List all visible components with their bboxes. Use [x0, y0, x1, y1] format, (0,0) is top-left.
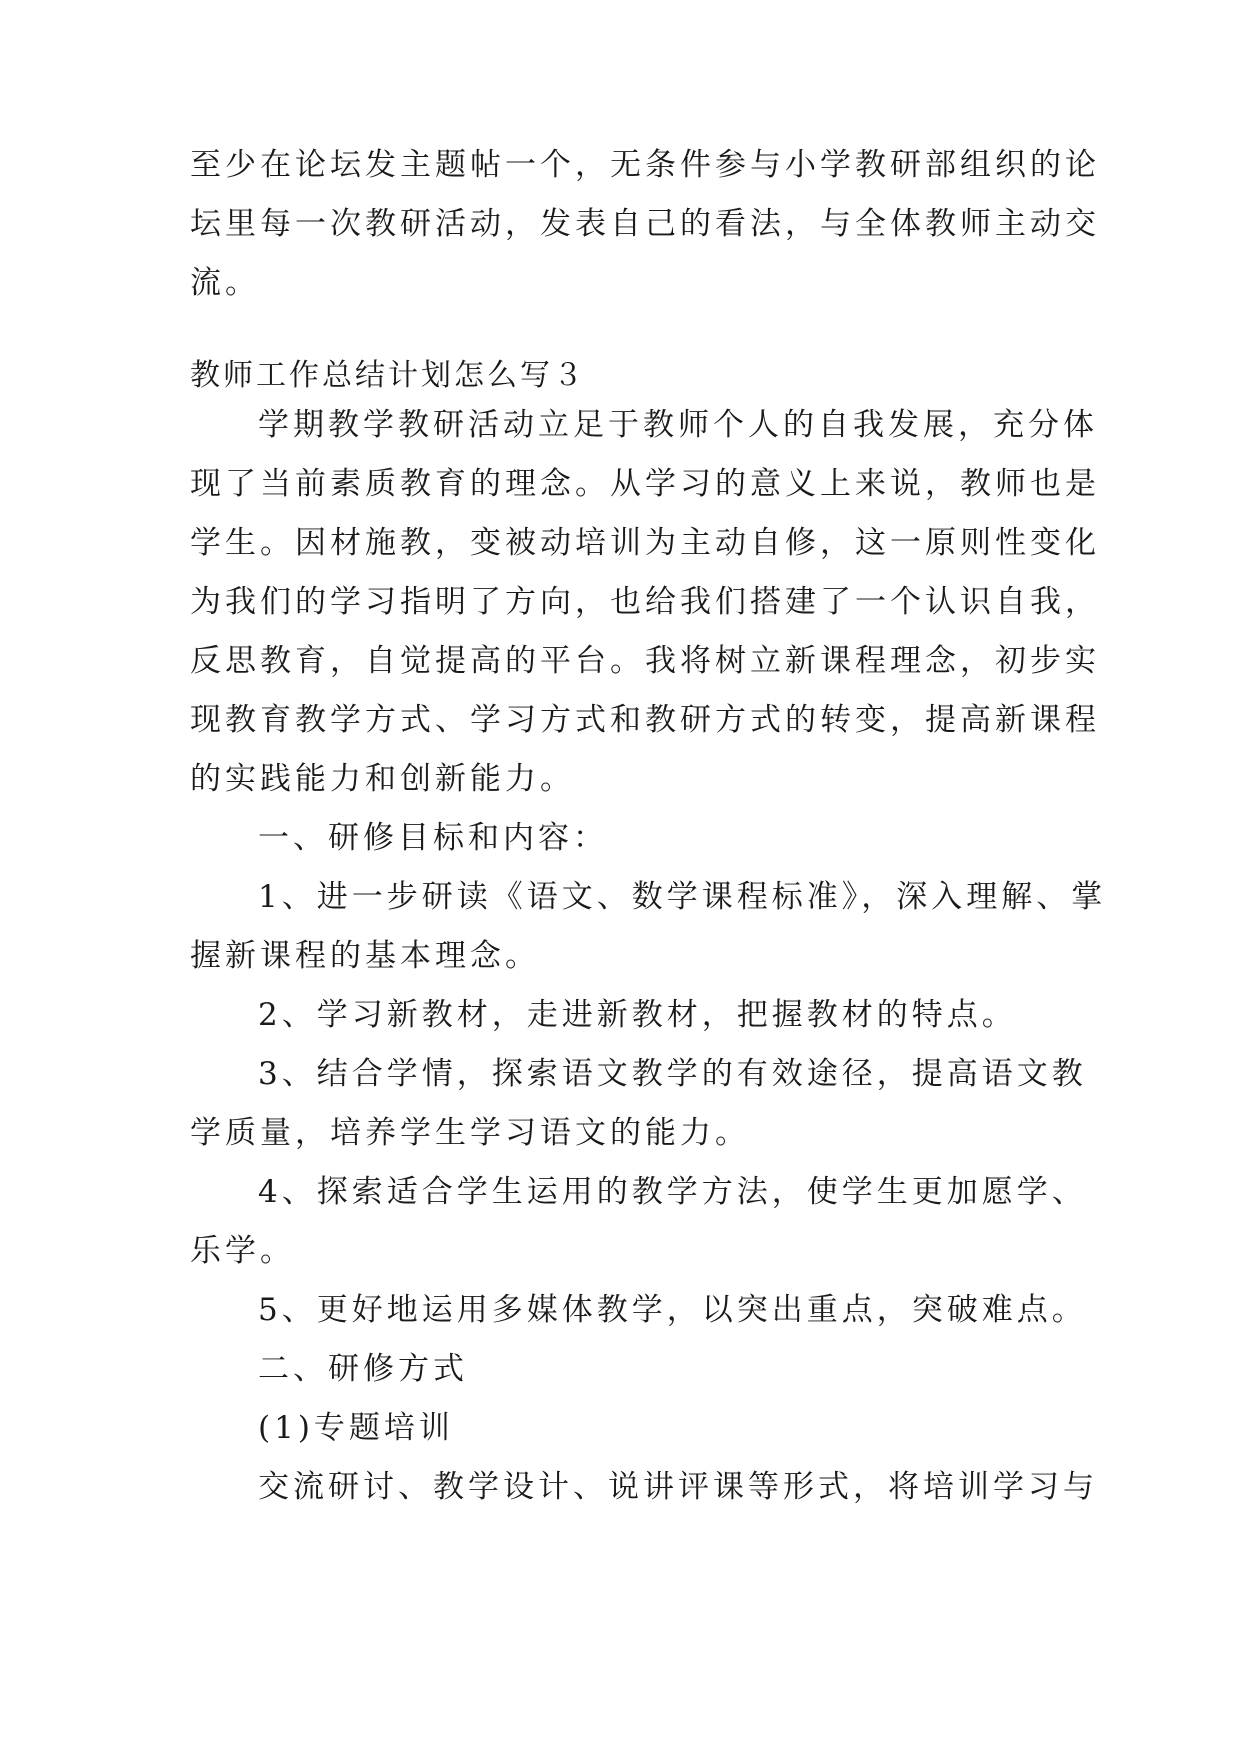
paragraph-line: 至少在论坛发主题帖一个，无条件参与小学教研部组织的论 — [190, 147, 1100, 183]
paragraph-line: 现教育教学方式、学习方式和教研方式的转变，提高新课程 — [190, 702, 1100, 738]
method-1-title: (1)专题培训 — [258, 1410, 454, 1446]
paragraph-line: 坛里每一次教研活动，发表自己的看法，与全体教师主动交 — [190, 206, 1100, 242]
goal-item-1: 1、进一步研读《语文、数学课程标准》，深入理解、掌 — [258, 879, 1107, 915]
paragraph-line: 流。 — [190, 265, 260, 301]
section-heading-text: 教师工作总结计划怎么写３ — [190, 358, 586, 393]
goals-title: 一、研修目标和内容： — [258, 820, 608, 856]
methods-title: 二、研修方式 — [258, 1351, 468, 1387]
paragraph-line: 反思教育，自觉提高的平台。我将树立新课程理念，初步实 — [190, 643, 1100, 679]
top-paragraph — [190, 136, 1100, 313]
goal-item-4: 4、探索适合学生运用的教学方法，使学生更加愿学、 — [258, 1174, 1087, 1210]
paragraph-line: 学期教学教研活动立足于教师个人的自我发展，充分体 — [258, 407, 1098, 443]
goal-item-3-cont: 学质量，培养学生学习语文的能力。 — [190, 1115, 750, 1151]
paragraph-line: 学生。因材施教，变被动培训为主动自修，这一原则性变化 — [190, 525, 1100, 561]
paragraph-line: 的实践能力和创新能力。 — [190, 761, 575, 797]
goal-item-4-cont: 乐学。 — [190, 1233, 295, 1269]
goal-item-1-cont: 握新课程的基本理念。 — [190, 938, 540, 974]
paragraph-line: 为我们的学习指明了方向，也给我们搭建了一个认识自我， — [190, 584, 1100, 620]
goal-item-5: 5、更好地运用多媒体教学，以突出重点，突破难点。 — [258, 1292, 1087, 1328]
goal-item-3: 3、结合学情，探索语文教学的有效途径，提高语文教 — [258, 1056, 1087, 1092]
goal-item-2: 2、学习新教材，走进新教材，把握教材的特点。 — [258, 997, 1017, 1033]
intro-paragraph — [190, 396, 1107, 1517]
method-1-text: 交流研讨、教学设计、说讲评课等形式，将培训学习与 — [258, 1469, 1098, 1505]
paragraph-line: 现了当前素质教育的理念。从学习的意义上来说，教师也是 — [190, 466, 1100, 502]
